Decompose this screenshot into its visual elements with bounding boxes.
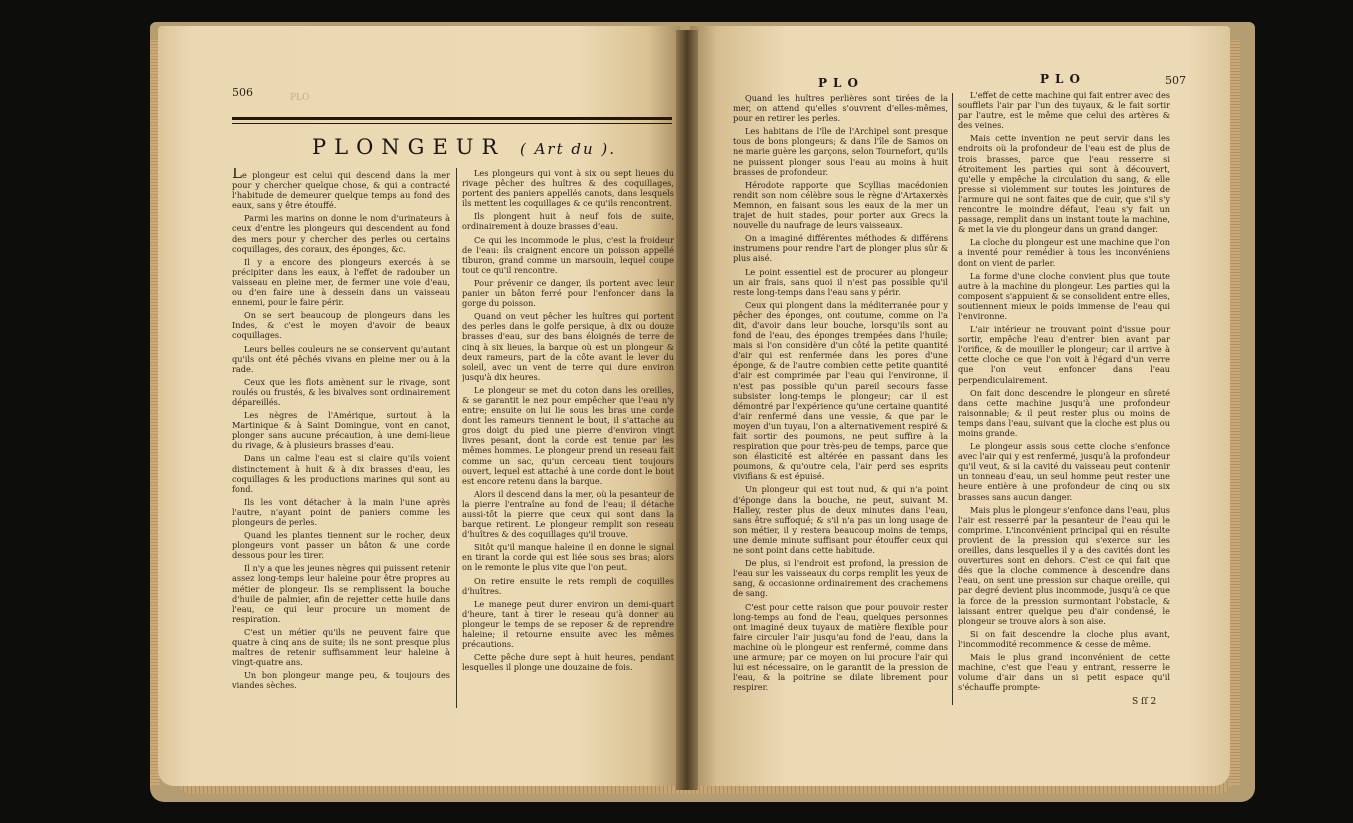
paragraph: On fait donc descendre le plongeur en sûreté dans cette machine jusqu'à une profondeur raisonnable; & il peut rester plus ou moins de temps dans l'eau, suivant que la cloche est plus ou moins grande. <box>958 387 1170 438</box>
paragraph: Hérodote rapporte que Scyllias macédonien rendit son nom célèbre sous le règne d'Artaxerxès Memnon, en faisant sous les eaux de la mer un trajet de huit stades, pour porter aux Grecs la nouvelle du naufrage de leurs vaisseaux. <box>733 179 948 231</box>
paragraph: On a imaginé différentes méthodes & différens instrumens pour rendre l'art de plonger plus sûr & plus aisé. <box>733 233 948 264</box>
paragraph: Mais plus le plongeur s'enfonce dans l'eau, plus l'air est resserré par la pesanteur de l'eau qui le comprime. L'inconvénient principal qui en résulte provient de la pression qui s'exerce sur les oreilles, dans lesquelles il y a des cavités dont les ouvertures sont en dehors. C'est ce qui fait que dès que la cloche commence à descendre dans l'eau, on sent une pression sur chaque oreille, qui par degré devient plus incommode, jusqu'à ce que la force de la pression surmontant l'obstacle, & laissant entrer quelque peu d'air condensé, le plongeur se trouve alors à son aise. <box>958 504 1170 626</box>
right-page-column-2 <box>958 90 1170 700</box>
running-head-right: PLO <box>1040 72 1086 86</box>
paragraph: L'air intérieur ne trouvant point d'issue pour sortir, empêche l'eau d'entrer bien avant par l'orifice, & de mouiller le plongeur; car il arrive à cette cloche ce que l'on voit à l'égard d'un verre que l'on veut enfoncer dans l'eau perpendiculairement. <box>958 324 1170 385</box>
paragraph: On retire ensuite le rets rempli de coquilles d'huîtres. <box>462 575 674 596</box>
paragraph: Le plongeur se met du coton dans les oreilles, & se garantit le nez pour empêcher que l'eau n'y entre; ensuite on lui lie sous les bras une corde dont les rameurs tiennent le bout, il s'attache au gros doigt du pied une pierre d'environ vingt livres pesant, dont la corde est tenue par les mêmes hommes. Le plongeur prend un reseau fait comme un sac, qu'un cerceau tient toujours ouvert, lequel est attaché à une corde dont le bout est encore retenu dans la barque. <box>462 384 674 486</box>
paragraph: Le point essentiel est de procurer au plongeur un air frais, sans quoi il n'est pas possible qu'il reste long-temps dans l'eau sans y périr. <box>733 266 948 297</box>
paragraph: Il n'y a que les jeunes nègres qui puissent retenir assez long-temps leur haleine pour être propres au métier de plongeur. Ils se remplissent la bouche d'huile de palmier, afin de rejetter cette huile dans l'eau, ce qui leur procure un moment de respiration. <box>232 563 450 624</box>
paragraph: Sitôt qu'il manque haleine il en donne le signal en tirant la corde qui est liée sous ses bras; alors on le remonte le plus vite que l'on peut. <box>462 542 674 573</box>
paragraph: Il y a encore des plongeurs exercés à se précipiter dans les eaux, à l'effet de radouber un vaisseau en pleine mer, de fermer une voie d'eau, ou d'en faire une à dessein dans un vaisseau ennemi, pour le faire périr. <box>232 256 450 308</box>
paragraph: Quand on veut pêcher les huîtres qui portent des perles dans le golfe persique, à dix ou douze brasses d'eau, sur des bans éloignés de terre de cinq à six lieues, la barque où est un plongeur & deux rameurs, part de la côte avant le lever du soleil, avec un vent de terre qui dure environ jusqu'à dix heures. <box>462 311 674 382</box>
column-divider <box>456 168 457 708</box>
paragraph: Ceux que les flots amènent sur le rivage, sont roulés ou frustés, & les bivalves sont ordinairement dépareillés. <box>232 376 450 407</box>
article-title-sub: ( Art du ). <box>519 140 617 158</box>
paragraph: Parmi les marins on donne le nom d'urinateurs à ceux d'entre les plongeurs qui descendent au fond des mers pour y chercher des perles ou certains coquillages, des coraux, des éponges, &c. <box>232 213 450 254</box>
paragraph: Ils plongent huit à neuf fois de suite, ordinairement à douze brasses d'eau. <box>462 211 674 232</box>
header-rule-thin <box>232 123 672 124</box>
paragraph: La cloche du plongeur est une machine que l'on a inventé pour remédier à tous les inconvéniens dont on vient de parler. <box>958 237 1170 268</box>
right-page-column-1 <box>733 93 948 705</box>
paragraph: Ils les vont détacher à la main l'une après l'autre, n'ayant point de paniers comme les plongeurs de perles. <box>232 496 450 527</box>
paragraph: Si on fait descendre la cloche plus avant, l'incommodité recommence & cesse de même. <box>958 628 1170 649</box>
paragraph: Pour prévenir ce danger, ils portent avec leur panier un bâton ferré pour l'enfoncer dans la gorge du poisson. <box>462 277 674 309</box>
left-page-number: 506 <box>232 86 253 99</box>
paragraph: Le plongeur assis sous cette cloche s'enfonce avec l'air qui y est renfermé, jusqu'à la profondeur qu'il veut, & si la cavité du vaisseau peut contenir un tonneau d'eau, un seul homme peut rester une heure entière à une profondeur de cinq ou six brasses sans aucun danger. <box>958 441 1170 502</box>
paragraph: Le plongeur est celui qui descend dans la mer pour y chercher quelque chose, & qui a contracté l'habitude de demeurer quelque temps au fond des eaux, sans y être étouffé. <box>232 168 450 211</box>
paragraph: Un plongeur qui est tout nud, & qui n'a point d'éponge dans la bouche, ne peut, suivant M. Halley, rester plus de deux minutes dans l'eau, sans être suffoqué; & s'il n'a pas un long usage de son métier, il y restera beaucoup moins de temps, une demie minute suffisant pour étouffer ceux qui ne sont point dans cette habitude. <box>733 484 948 556</box>
paragraph: L'effet de cette machine qui fait entrer avec des soufflets l'air par l'un des tuyaux, & le fait sortir par l'autre, est le même que celui des artères & des veines. <box>958 90 1170 131</box>
paragraph: Les plongeurs qui vont à six ou sept lieues du rivage pêcher des huîtres & des coquillages, portent des paniers appellés canots, dans lesquels ils mettent les coquillages & ce qu'ils rencontrent. <box>462 168 674 209</box>
paragraph: De plus, si l'endroit est profond, la pression de l'eau sur les vaisseaux du corps remplit les yeux de sang, & occasionne ordinairement des crachemens de sang. <box>733 558 948 599</box>
paragraph: Les habitans de l'île de l'Archipel sont presque tous de bons plongeurs; & dans l'île de Samos on ne marie guère les garçons, selon Tournefort, qu'ils ne puissent plonger sous l'eau au moins à huit brasses de profondeur. <box>733 126 948 177</box>
paragraph: Ceux qui plongent dans la méditerranée pour y pêcher des éponges, ont coutume, comme on l'a dit, d'avoir dans leur bouche, lorsqu'ils sont au fond de l'eau, des éponges trempées dans l'huile; mais si l'on considère d'un côté la petite quantité d'air qui est renfermée dans les pores d'une éponge, & de l'autre combien cette petite quantité d'air est comprimée par l'eau qui l'environne, il n'est pas possible qu'un pareil secours fasse subsister long-temps le plongeur; car il est démontré par l'expérience qu'une certaine quantité d'air renfermé dans une vessie, & que par le moyen d'un tuyau, l'on a alternativement respiré & fait sortir des poumons, ne peut suffire à la respiration que pour très-peu de temps, parce que son élasticité est altérée en passant dans les poumons, & qu'outre cela, l'air perd ses esprits vivifians & est épuisé. <box>733 299 948 482</box>
paragraph: Un bon plongeur mange peu, & toujours des viandes sèches. <box>232 670 450 691</box>
paragraph: Les nègres de l'Amérique, surtout à la Martinique & à Saint Domingue, vont en canot, plonger sans aucune précaution, à une demi-lieue du rivage, & à plusieurs brasses d'eau. <box>232 410 450 451</box>
paragraph: Le manege peut durer environ un demi-quart d'heure, tant à tirer le reseau qu'à donner au plongeur le temps de se reposer & de reprendre haleine; il retourne ensuite avec les mêmes précautions. <box>462 598 674 650</box>
left-page-column-1 <box>232 168 450 708</box>
paragraph: Cette pêche dure sept à huit heures, pendant lesquelles il plonge une douzaine de fois. <box>462 652 674 673</box>
running-head-left: PLO <box>818 76 864 90</box>
paragraph: C'est un métier qu'ils ne peuvent faire que quatre à cinq ans de suite; ils ne sont presque plus maîtres de retenir suffisamment leur haleine à vingt-quatre ans. <box>232 626 450 668</box>
paragraph: C'est pour cette raison que pour pouvoir rester long-temps au fond de l'eau, quelques personnes ont imaginé deux tuyaux de matière flexible pour faire circuler l'air jusqu'au fond de l'eau, dans la machine où le plongeur est renfermé, comme dans une armure; par ce moyen on lui procure l'air qui lui est nécessaire, on le garantit de la pression de l'eau, & la poitrine se dilate librement pour respirer. <box>733 601 948 693</box>
article-title-main: PLONGEUR <box>312 135 506 159</box>
paragraph: La forme d'une cloche convient plus que toute autre à la machine du plongeur. Les parties qui la composent s'appuient & se consolident entre elles, soutiennent mieux le poids immense de l'eau qui l'environne. <box>958 270 1170 321</box>
paragraph: Quand les huîtres perlières sont tirées de la mer, on attend qu'elles s'ouvrent d'elles-mêmes, pour en retirer les perles. <box>733 93 948 124</box>
left-page-column-2 <box>462 168 674 708</box>
article-title <box>312 135 712 159</box>
paragraph: Mais cette invention ne peut servir dans les endroits où la profondeur de l'eau est de plus de trois brasses, parce que l'eau resserre si étroitement les parties qui sont à découvert, qu'elle y empêche la circulation du sang, & elle presse si violemment sur toutes les jointures de l'armure qui ne sont faites que de cuir, que s'il s'y rencontre le moindre défaut, l'eau s'y fait un passage, remplit dans un instant toute la machine, & met la vie du plongeur dans un grand danger. <box>958 133 1170 235</box>
paragraph: Mais le plus grand inconvénient de cette machine, c'est que l'eau y entrant, resserre le volume d'air dans un si petit espace qu'il s'échauffe prompte- <box>958 651 1170 693</box>
signature-mark: S ſſ 2 <box>1132 697 1157 707</box>
paragraph: Ce qui les incommode le plus, c'est la froideur de l'eau: ils craignent encore un poisson appellé tiburon, grand comme un marsouin, lequel coupe tout ce qu'il rencontre. <box>462 234 674 275</box>
paragraph: Quand les plantes tiennent sur le rocher, deux plongeurs vont passer un bâton & une corde dessous pour les tirer. <box>232 530 450 561</box>
paragraph: On se sert beaucoup de plongeurs dans les Indes, & c'est le moyen d'avoir de beaux coquillages. <box>232 310 450 341</box>
paragraph: Dans un calme l'eau est si claire qu'ils voient distinctement à huit & à dix brasses d'eau, les coquillages & les productions marines qui sont au fond. <box>232 453 450 494</box>
bleed-through-text: PLO <box>290 93 310 103</box>
right-page-number: 507 <box>1165 74 1186 87</box>
paragraph: Alors il descend dans la mer, où la pesanteur de la pierre l'entraîne au fond de l'eau; il détache aussi-tôt la pierre que ceux qui sont dans la barque retirent. Le plongeur remplit son reseau d'huîtres & des coquillages qu'il trouve. <box>462 488 674 540</box>
column-divider-right <box>952 93 953 705</box>
header-rule-thick <box>232 117 672 120</box>
paragraph: Leurs belles couleurs ne se conservent qu'autant qu'ils ont été pêchés vivans en pleine mer ou à la rade. <box>232 343 450 374</box>
